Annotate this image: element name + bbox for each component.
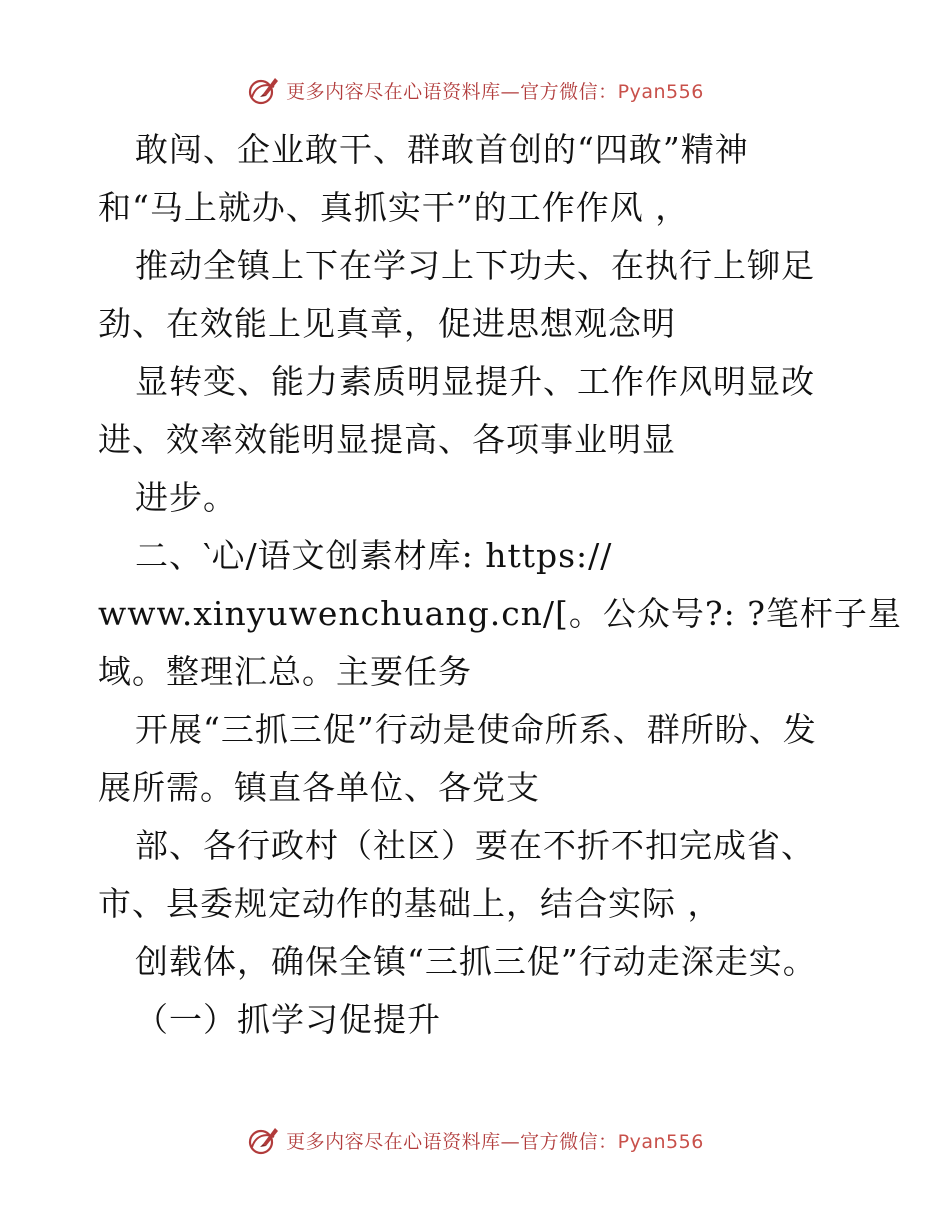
text-line: 显转变、能力素质明显提升、工作作风明显改 [135,362,815,401]
wechat-handle: Pyan556 [617,1130,704,1153]
text-line: www.xinyuwenchuang.cn/[。公众号?: ?笔杆子星 [98,594,902,633]
text-line: 域。整理汇总。主要任务 [98,652,472,691]
banner-slogan: 更多内容尽在心语资料库—官方微信： [286,80,618,103]
text-line: 展所需。镇直各单位、各党支 [98,768,540,807]
text-line: 敢闯、企业敢干、群敢首创的“四敢”精神 [135,130,749,169]
banner-text [286,1127,704,1154]
header-banner [0,72,950,108]
footer-banner [0,1122,950,1158]
banner-text [286,77,704,104]
text-line: 市、县委规定动作的基础上，结合实际 ， [98,884,722,923]
text-line: 创载体，确保全镇“三抓三促”行动走深走实。 [135,942,817,981]
text-line: 部、各行政村（社区）要在不折不扣完成省、 [135,826,815,865]
text-line: 劲、在效能上见真章，促进思想观念明 [98,304,676,343]
wechat-handle: Pyan556 [617,80,704,103]
text-line: 推动全镇上下在学习上下功夫、在执行上铆足 [135,246,815,285]
banner-slogan: 更多内容尽在心语资料库—官方微信： [286,1130,618,1153]
text-line: 开展“三抓三促”行动是使命所系、群所盼、发 [135,710,817,749]
pen-nib-swirl-icon [246,1123,280,1157]
section-heading: （一）抓学习促提升 [135,1000,441,1039]
text-line: 进、效率效能明显提高、各项事业明显 [98,420,676,459]
text-line: 和“马上就办、真抓实干”的工作作风 ， [98,188,690,227]
text-line: 进步。 [135,478,237,517]
text-line: 二、‵心/语文创素材库: https:// [135,536,613,575]
pen-nib-swirl-icon [246,73,280,107]
